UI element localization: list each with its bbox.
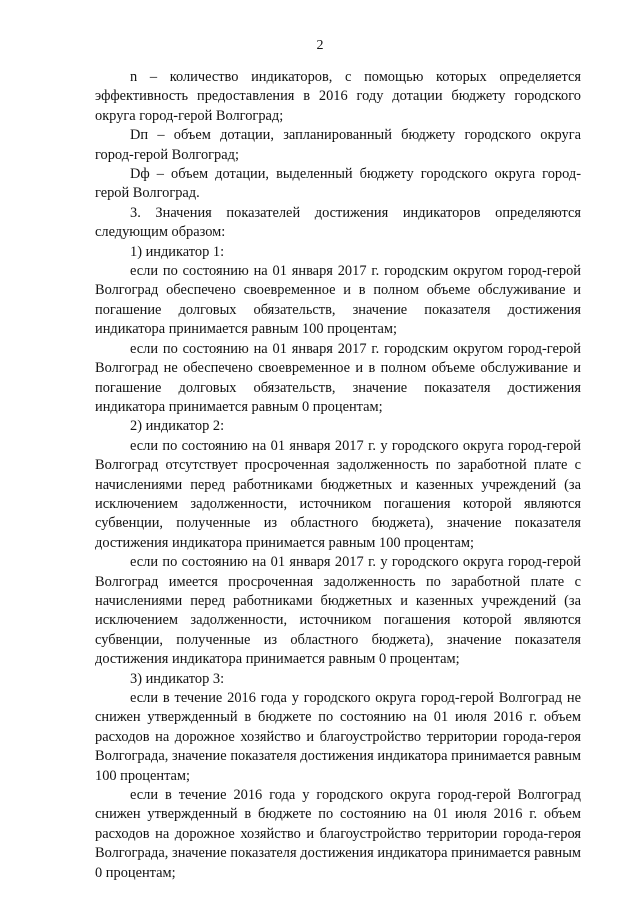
heading-indicator-2: 2) индикатор 2: (130, 418, 225, 435)
heading-indicator-1: 1) индикатор 1: (130, 243, 225, 260)
paragraph-indicator-3-positive: если в течение 2016 года у городского округа город-герой Волгоград не снижен утвержденный в бюджете по состоянию на 01 июля 2016 г. объем расходов на дорожное хозяйство и благоустройство территории города-героя Волгограда, значение показателя достижения индикатора принимается равным 100 процентам; (95, 690, 581, 784)
document-body (95, 68, 581, 883)
page-number: 2 (316, 38, 324, 53)
paragraph-dp-definition: Dп – объем дотации, запланированный бюджету городского округа город-герой Волгоград; (95, 127, 581, 163)
paragraph-section-3: 3. Значения показателей достижения индикаторов определяются следующим образом: (95, 204, 581, 241)
paragraph-n-definition: n – количество индикаторов, с помощью которых определяется эффективность предоставления в 2016 году дотации бюджету городского округа город-герой Волгоград; (95, 69, 581, 124)
paragraph-indicator-3-negative: если в течение 2016 года у городского округа город-герой Волгоград снижен утвержденный в бюджете по состоянию на 01 июля 2016 г. объем расходов на дорожное хозяйство и благоустройство территории города-героя Волгограда, значение показателя достижения индикатора принимается равным 0 процентам; (95, 787, 581, 881)
heading-indicator-3: 3) индикатор 3: (130, 670, 225, 687)
paragraph-indicator-2-negative: если по состоянию на 01 января 2017 г. у городского округа город-герой Волгоград имеется просроченная задолженность по заработной плате с начислениями перед работниками бюджетных и казенных учреждений (за исключением задолженности, источником погашения которой являются субвенции, полученные из областного бюджета), значение показателя достижения индикатора принимается равным 0 процентам; (95, 554, 581, 668)
paragraph-indicator-2-positive: если по состоянию на 01 января 2017 г. у городского округа город-герой Волгоград отсутствует просроченная задолженность по заработной плате с начислениями перед работниками бюджетных и казенных учреждений (за исключением задолженности, источником погашения которой являются субвенции, полученные из областного бюджета), значение показателя достижения индикатора принимается равным 100 процентам; (95, 437, 581, 551)
paragraph-indicator-1-negative: если по состоянию на 01 января 2017 г. городским округом город-герой Волгоград не обеспечено своевременное и в полном объеме обслуживание и погашение долговых обязательств, значение показателя достижения индикатора принимается равным 0 процентам; (95, 340, 581, 415)
paragraph-df-definition: Dф – объем дотации, выделенный бюджету городского округа город-герой Волгоград. (95, 166, 581, 202)
paragraph-indicator-1-positive: если по состоянию на 01 января 2017 г. городским округом город-герой Волгоград обеспечено своевременное и в полном объеме обслуживание и погашение долговых обязательств, значение показателя достижения индикатора принимается равным 100 процентам; (95, 263, 581, 338)
